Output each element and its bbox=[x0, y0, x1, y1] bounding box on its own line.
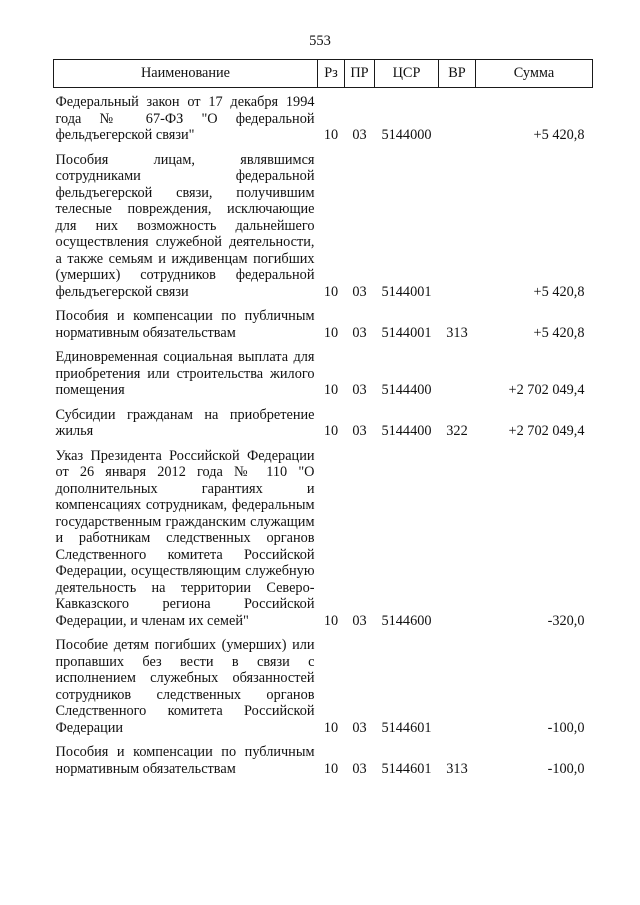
row-pr: 03 bbox=[352, 283, 367, 300]
header-vr: ВР bbox=[439, 60, 476, 88]
table-row bbox=[54, 94, 593, 144]
row-csr: 5144000 bbox=[381, 127, 432, 143]
table-row bbox=[54, 637, 593, 736]
row-rz: 10 bbox=[323, 423, 339, 439]
row-name: Единовременная социальная выплата для приобретения или строительства жилого помещения bbox=[55, 349, 315, 398]
table-header bbox=[54, 60, 593, 88]
row-pr: 03 bbox=[352, 382, 367, 398]
row-vr: 313 bbox=[446, 324, 468, 341]
row-pr: 03 bbox=[352, 760, 367, 777]
header-csr: ЦСР bbox=[375, 60, 439, 88]
header-name: Наименование bbox=[54, 60, 318, 88]
row-pr: 03 bbox=[352, 719, 367, 736]
row-csr: 5144001 bbox=[381, 324, 432, 341]
table-body bbox=[54, 88, 593, 778]
row-sum: -100,0 bbox=[547, 719, 585, 736]
row-vr bbox=[439, 448, 476, 630]
row-name: Указ Президента Российской Федерации от 26 января 2012 года № 110 "О дополнительных гарантиях и компенсациях сотрудникам, федеральным государственным гражданским служащим и работникам следственных органов Следственного комитета Российской Федерации, осуществляющим служебную деятельность на территории Северо-Кавказского региона Российской Федерации, и членам их семей" bbox=[55, 447, 315, 629]
row-sum: +5 420,8 bbox=[533, 324, 585, 341]
row-rz: 10 bbox=[323, 382, 339, 398]
row-vr bbox=[439, 152, 476, 301]
table-row bbox=[54, 349, 593, 399]
row-pr: 03 bbox=[352, 127, 367, 143]
row-sum: -320,0 bbox=[547, 612, 585, 629]
table-row bbox=[54, 152, 593, 301]
row-sum: +5 420,8 bbox=[533, 127, 585, 143]
row-name: Федеральный закон от 17 декабря 1994 года № 67-ФЗ "О федеральной фельдъегерской связи" bbox=[55, 94, 315, 143]
row-name: Пособие детям погибших (умерших) или пропавших без вести в связи с исполнением служебных обязанностей сотрудников следственных органов Следственного комитета Российской Федерации bbox=[55, 637, 315, 736]
row-vr bbox=[439, 94, 476, 144]
table-row bbox=[54, 308, 593, 341]
row-rz: 10 bbox=[323, 719, 339, 736]
budget-table bbox=[53, 59, 593, 777]
header-rz: Рз bbox=[318, 60, 345, 88]
row-sum: -100,0 bbox=[547, 760, 585, 777]
row-pr: 03 bbox=[352, 324, 367, 341]
table-row bbox=[54, 448, 593, 630]
row-rz: 10 bbox=[323, 127, 339, 143]
row-rz: 10 bbox=[323, 324, 339, 341]
row-name: Субсидии гражданам на приобретение жилья bbox=[55, 406, 315, 439]
row-csr: 5144400 bbox=[381, 382, 432, 398]
table-row bbox=[54, 744, 593, 777]
row-vr: 322 bbox=[446, 423, 468, 439]
row-sum: +5 420,8 bbox=[533, 283, 585, 300]
row-csr: 5144600 bbox=[381, 612, 432, 629]
header-sum: Сумма bbox=[476, 60, 593, 88]
row-rz: 10 bbox=[323, 283, 339, 300]
header-pr: ПР bbox=[345, 60, 375, 88]
row-name: Пособия лицам, являвшимся сотрудниками федеральной фельдъегерской связи, получившим телесные повреждения, исключающие для них возможность дальнейшего осуществления служебной деятельности, а также семьям и иждивенцам погибших (умерших) сотрудников федеральной фельдъегерской связи bbox=[55, 151, 315, 300]
row-name: Пособия и компенсации по публичным нормативным обязательствам bbox=[55, 744, 315, 777]
row-csr: 5144001 bbox=[381, 283, 432, 300]
row-vr bbox=[439, 349, 476, 399]
row-csr: 5144400 bbox=[381, 423, 432, 439]
row-sum: +2 702 049,4 bbox=[508, 382, 585, 398]
row-rz: 10 bbox=[323, 612, 339, 629]
row-rz: 10 bbox=[323, 760, 339, 777]
row-vr: 313 bbox=[446, 760, 468, 777]
row-sum: +2 702 049,4 bbox=[508, 423, 585, 439]
table-row bbox=[54, 407, 593, 440]
row-csr: 5144601 bbox=[381, 719, 432, 736]
row-pr: 03 bbox=[352, 612, 367, 629]
row-name: Пособия и компенсации по публичным нормативным обязательствам bbox=[55, 308, 315, 341]
row-vr bbox=[439, 637, 476, 736]
row-csr: 5144601 bbox=[381, 760, 432, 777]
page-number: 553 bbox=[309, 33, 331, 49]
row-pr: 03 bbox=[352, 423, 367, 439]
